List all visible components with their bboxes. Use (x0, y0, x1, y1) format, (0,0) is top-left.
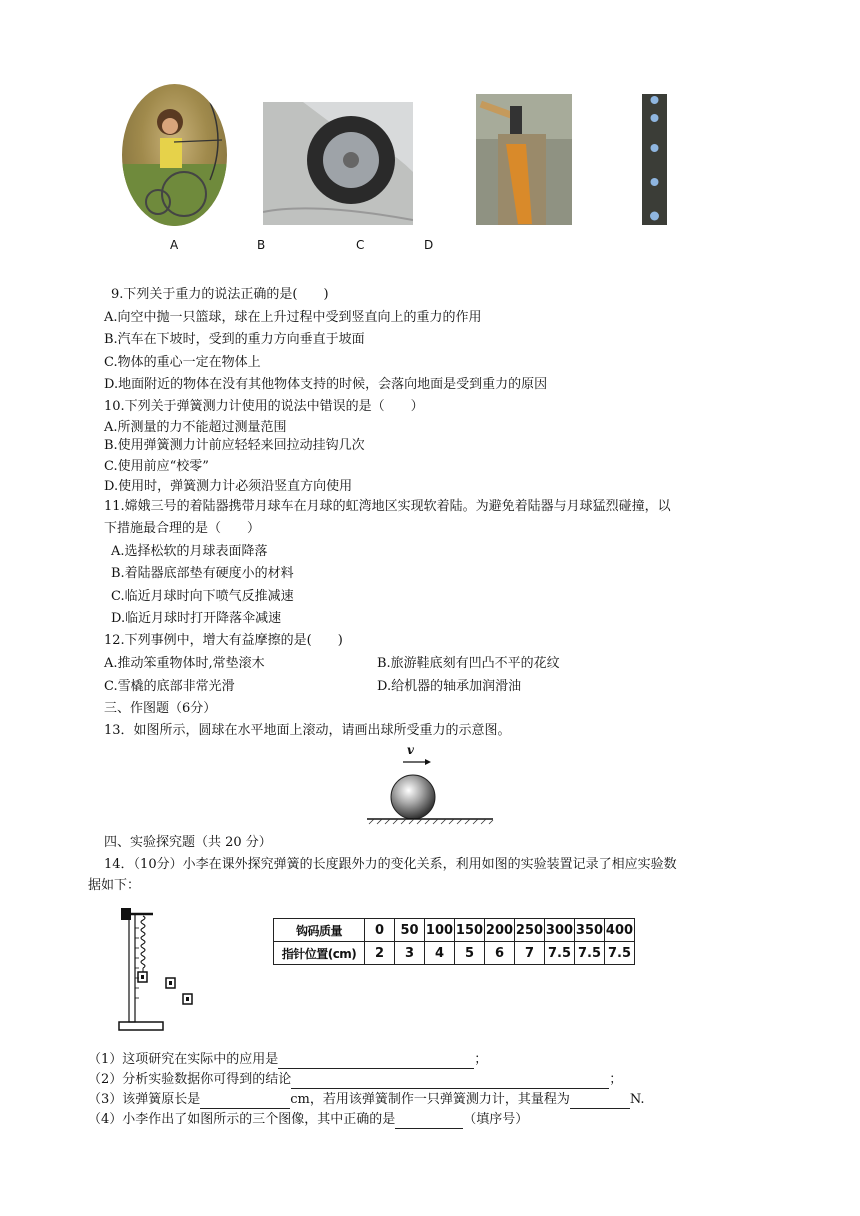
q11-option-b: B.着陆器底部垫有硬度小的材料 (111, 566, 294, 581)
table-cell: 4 (425, 942, 455, 965)
q14-sub4-text-a: （4）小李作出了如图所示的三个图像，其中正确的是 (88, 1112, 396, 1127)
q11-option-a: A.选择松软的月球表面降落 (111, 544, 268, 559)
q14-sub3-text-b: cm，若用该弹簧制作一只弹簧测力计，其量程为 (290, 1092, 570, 1107)
q14-sub2-end: ； (609, 1072, 623, 1087)
table-cell: 7.5 (575, 942, 605, 965)
figure-label-a: A (170, 238, 179, 252)
figure-a-archer-photo (122, 84, 227, 226)
q14-spring-apparatus-figure (115, 898, 200, 1033)
q11-option-c: C.临近月球时向下喷气反推减速 (111, 589, 294, 604)
q14-sub1-answer-blank[interactable] (278, 1054, 474, 1069)
figure-b-car-tire-photo (263, 102, 413, 225)
q10-option-b: B.使用弹簧测力计前应轻轻来回拉动挂钩几次 (104, 438, 365, 453)
q14-data-table (273, 918, 635, 965)
q14-sub1-end: ； (474, 1052, 488, 1067)
q12-option-a: A.推动笨重物体时,常垫滚木 (104, 656, 265, 671)
q14-sub1-text: （1）这项研究在实际中的应用是 (88, 1052, 279, 1067)
q9-option-b: B.汽车在下坡时，受到的重力方向垂直于坡面 (104, 332, 365, 347)
figure-label-b: B (257, 238, 266, 252)
table-header-position: 指针位置(cm) (274, 942, 365, 965)
q14-sub3-length-blank[interactable] (200, 1094, 290, 1109)
q14-sub3-text-c: N. (629, 1092, 645, 1107)
q14-sub1 (88, 1051, 487, 1069)
figure-label-c: C (356, 238, 365, 252)
table-cell: 0 (365, 919, 395, 942)
q11-stem-line1: 11.嫦娥三号的着陆器携带月球车在月球的虹湾地区实现软着陆。为避免着陆器与月球猛烈碰撞，以 (104, 499, 671, 514)
table-header-mass: 钩码质量 (274, 919, 365, 942)
table-row (274, 942, 635, 965)
figure-label-d: D (424, 238, 434, 252)
table-cell: 2 (365, 942, 395, 965)
q10-option-d: D.使用时，弹簧测力计必须沿竖直方向使用 (104, 479, 353, 494)
q9-option-c: C.物体的重心一定在物体上 (104, 355, 261, 370)
table-cell: 250 (515, 919, 545, 942)
table-cell: 7.5 (605, 942, 635, 965)
q12-option-b: B.旅游鞋底刻有凹凸不平的花纹 (377, 656, 560, 671)
q10-option-a: A.所测量的力不能超过测量范围 (104, 420, 287, 435)
table-row (274, 919, 635, 942)
q10-stem: 10.下列关于弹簧测力计使用的说法中错误的是（ ） (104, 399, 424, 414)
q14-sub3-text-a: （3）该弹簧原长是 (88, 1092, 201, 1107)
table-cell: 7.5 (545, 942, 575, 965)
q14-sub4 (88, 1111, 528, 1129)
table-cell: 300 (545, 919, 575, 942)
q14-sub2 (88, 1071, 622, 1089)
q14-sub4-answer-blank[interactable] (395, 1114, 463, 1129)
table-cell: 50 (395, 919, 425, 942)
table-cell: 400 (605, 919, 635, 942)
table-cell: 350 (575, 919, 605, 942)
q14-sub3 (88, 1091, 645, 1109)
q13-stem: 13．如图所示，圆球在水平地面上滚动，请画出球所受重力的示意图。 (104, 723, 511, 738)
q10-option-c: C.使用前应“校零” (104, 459, 209, 474)
q9-option-a: A.向空中抛一只篮球，球在上升过程中受到竖直向上的重力的作用 (104, 310, 482, 325)
table-cell: 6 (485, 942, 515, 965)
table-cell: 200 (485, 919, 515, 942)
q12-stem: 12.下列事例中，增大有益摩擦的是( ) (104, 633, 343, 648)
table-cell: 100 (425, 919, 455, 942)
q11-option-d: D.临近月球时打开降落伞减速 (111, 611, 282, 626)
q14-sub2-answer-blank[interactable] (291, 1074, 609, 1089)
q14-stem-line2: 据如下： (88, 878, 141, 893)
table-cell: 7 (515, 942, 545, 965)
q14-sub2-text: （2）分析实验数据你可得到的结论 (88, 1072, 292, 1087)
figure-d-strobe-photo (642, 94, 667, 225)
q14-stem-line1: 14．（10分）小李在课外探究弹簧的长度跟外力的变化关系，利用如图的实验装置记录了相应实验数 (104, 857, 677, 872)
table-cell: 5 (455, 942, 485, 965)
q13-ball-figure (365, 745, 495, 825)
q14-sub4-text-b: （填序号） (463, 1112, 529, 1127)
section-3-heading: 三、作图题（6分） (104, 701, 217, 716)
table-cell: 3 (395, 942, 425, 965)
q9-stem: 9.下列关于重力的说法正确的是( ) (111, 287, 329, 302)
section-4-heading: 四、实验探究题（共 20 分） (104, 835, 272, 850)
q9-option-d: D.地面附近的物体在没有其他物体支持的时候，会落向地面是受到重力的原因 (104, 377, 548, 392)
q11-stem-line2: 下措施最合理的是（ ） (104, 521, 261, 536)
q12-option-c: C.雪橇的底部非常光滑 (104, 679, 235, 694)
table-cell: 150 (455, 919, 485, 942)
q12-option-d: D.给机器的轴承加润滑油 (377, 679, 522, 694)
figure-c-axe-stump-photo (476, 94, 572, 225)
q14-sub3-range-blank[interactable] (570, 1094, 630, 1109)
q13-velocity-label: v (407, 743, 414, 757)
